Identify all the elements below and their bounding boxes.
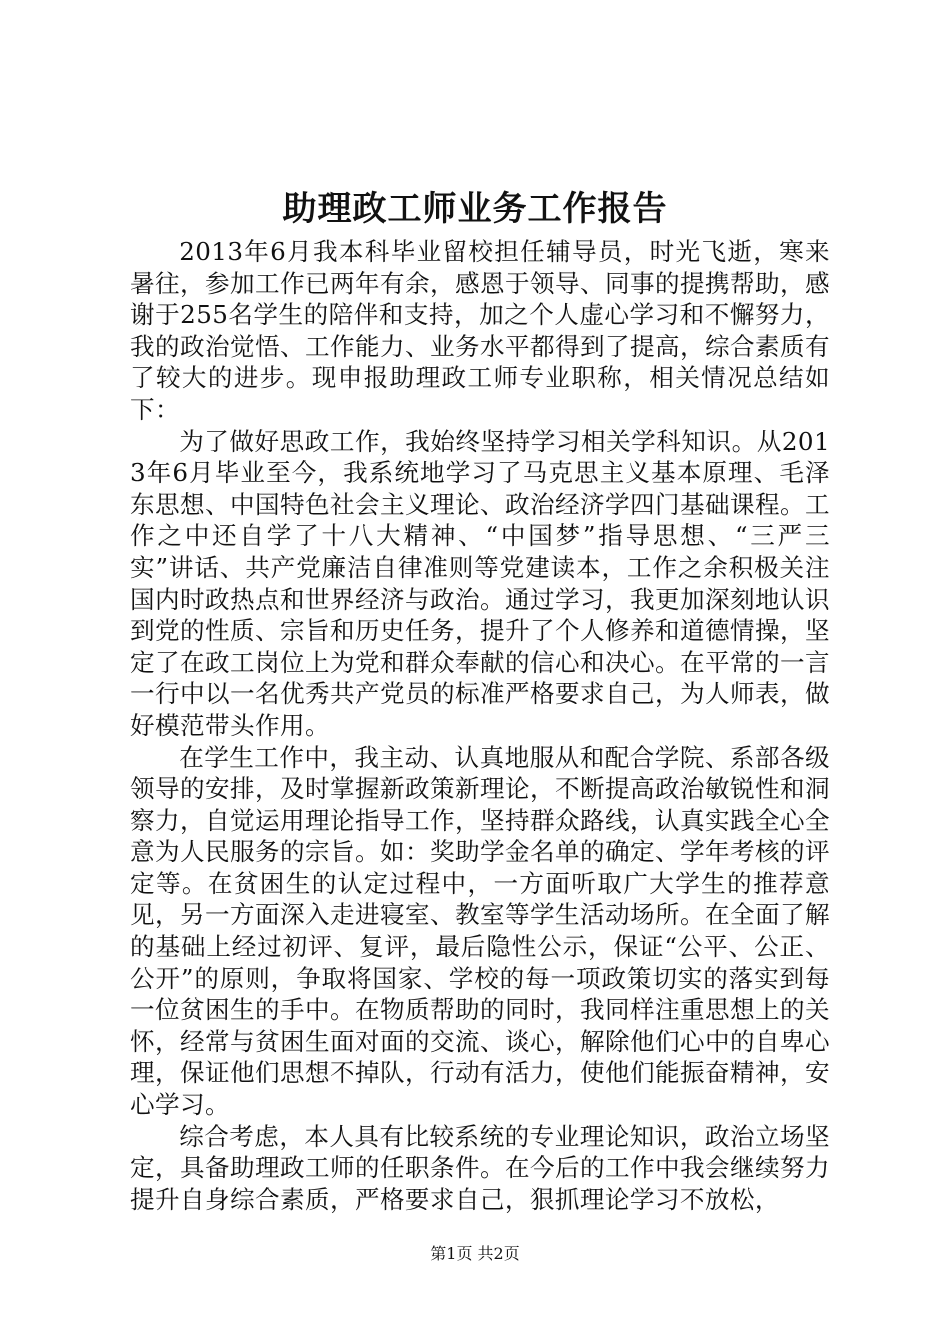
paragraph-conclusion: 综合考虑，本人具有比较系统的专业理论知识，政治立场坚定，具备助理政工师的任职条件。在今后的工作中我会继续努力提升自身综合素质，严格要求自己，狠抓理论学习不放松， [130,1121,830,1214]
document-title: 助理政工师业务工作报告 [282,189,668,229]
paragraph-intro: 2013年6月我本科毕业留校担任辅导员，时光飞逝，寒来暑往，参加工作已两年有余，感恩于领导、同事的提携帮助，感谢于255名学生的陪伴和支持，加之个人虚心学习和不懈努力，我的政治觉悟、工作能力、业务水平都得到了提高，综合素质有了较大的进步。现申报助理政工师专业职称，相关情况总结如下： [130,237,830,424]
paragraph-student-work: 在学生工作中，我主动、认真地服从和配合学院、系部各级领导的安排，及时掌握新政策新理论，不断提高政治敏锐性和洞察力，自觉运用理论指导工作，坚持群众路线，认真实践全心全意为人民服务的宗旨。如：奖助学金名单的确定、学年考核的评定等。在贫困生的认定过程中，一方面听取广大学生的推荐意见，另一方面深入走进寝室、教室等学生活动场所。在全面了解的基础上经过初评、复评，最后隐性公示，保证“公平、公正、公开”的原则，争取将国家、学校的每一项政策切实的落实到每一位贫困生的手中。在物质帮助的同时，我同样注重思想上的关怀，经常与贫困生面对面的交流、谈心，解除他们心中的自卑心理，保证他们思想不掉队，行动有活力，使他们能振奋精神，安心学习。 [130,742,830,1120]
page-number-footer: 第1页 共2页 [430,1244,520,1263]
document-body [130,236,830,1215]
paragraph-study: 为了做好思政工作，我始终坚持学习相关学科知识。从2013年6月毕业至今，我系统地学习了马克思主义基本原理、毛泽东思想、中国特色社会主义理论、政治经济学四门基础课程。工作之中还自学了十八大精神、“中国梦”指导思想、“三严三实”讲话、共产党廉洁自律准则等党建读本，工作之余积极关注国内时政热点和世界经济与政治。通过学习，我更加深刻地认识到党的性质、宗旨和历史任务，提升了个人修养和道德情操，坚定了在政工岗位上为党和群众奉献的信心和决心。在平常的一言一行中以一名优秀共产党员的标准严格要求自己，为人师表，做好模范带头作用。 [130,426,830,740]
